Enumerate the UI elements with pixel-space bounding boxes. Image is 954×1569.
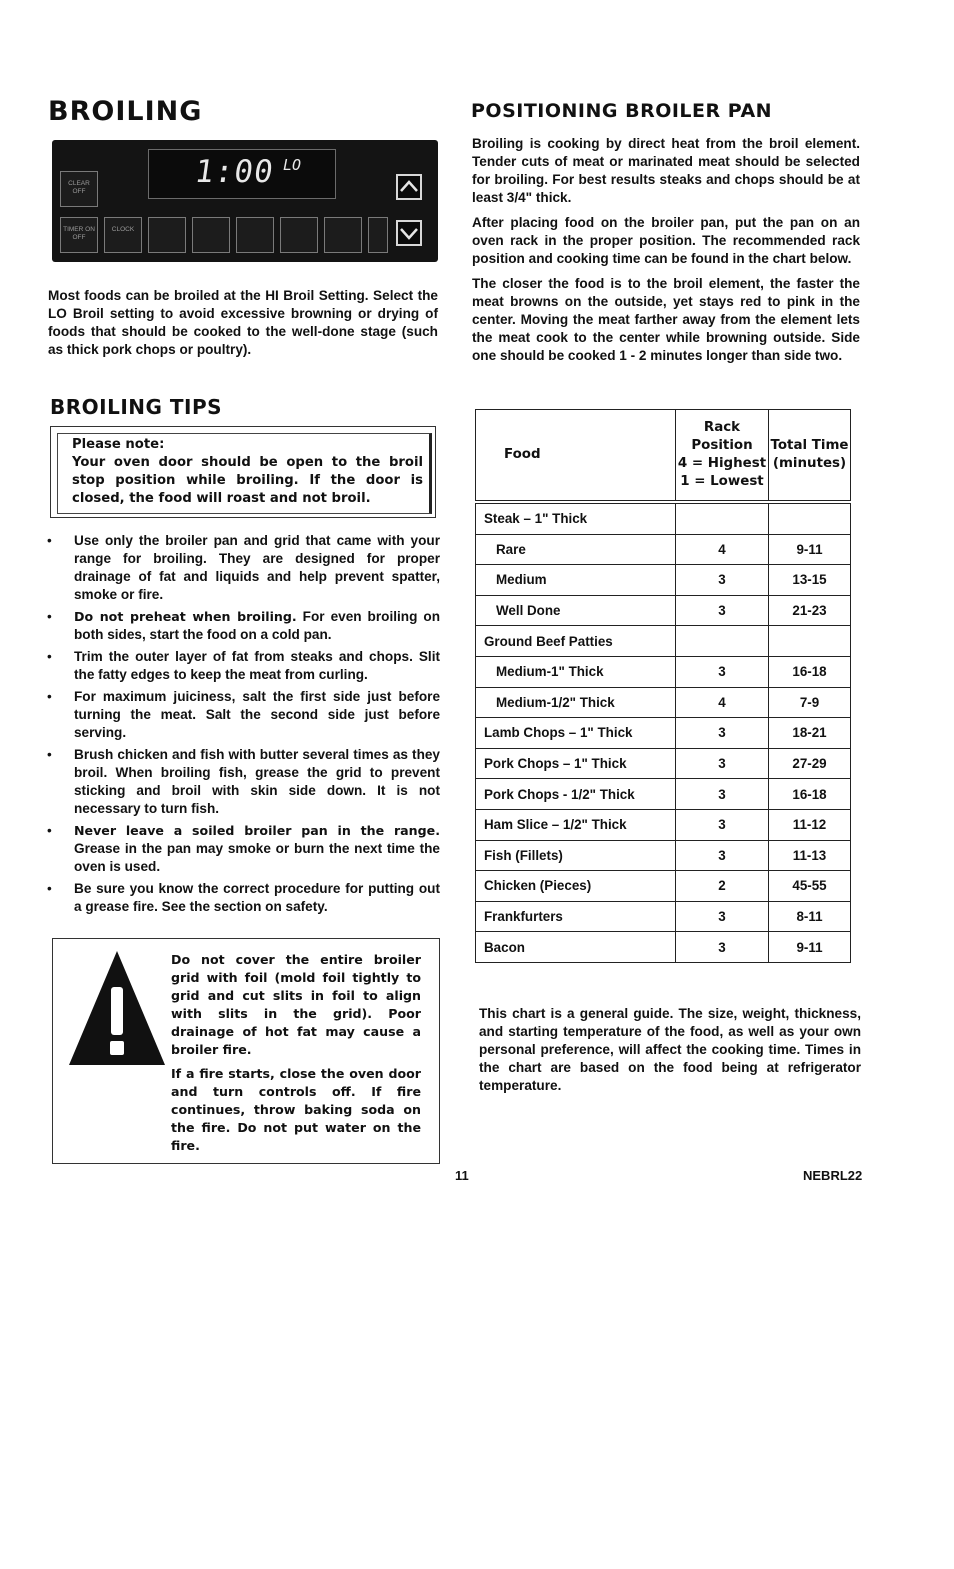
panel-button [368,217,388,253]
positioning-text [472,135,860,372]
section-title-broiling-tips: BROILING TIPS [50,395,223,419]
tips-list [46,532,440,920]
panel-button-clear-off: CLEAR OFF [60,171,98,207]
intro-paragraph: Most foods can be broiled at the HI Broil Setting. Select the LO Broil setting to avoid excessive browning or drying of foods that should be cooked to the well-done stage (such as thick pork chops or poultry). [48,288,438,357]
panel-button [280,217,318,253]
table-row: Pork Chops – 1" Thick 3 27-29 [476,748,851,779]
table-row: Bacon 3 9-11 [476,932,851,963]
warning-text-foil: Do not cover the entire broiler grid with foil (mold foil tightly to grid and cut slits in foil to align with slits in the grid). Poor drainage of hot fat may cause a broiler fire. [171,952,421,1057]
table-row: Rare 4 9-11 [476,534,851,565]
table-row: Lamb Chops – 1" Thick 3 18-21 [476,718,851,749]
table-row: Well Done 3 21-23 [476,595,851,626]
table-row: Medium-1/2" Thick 4 7-9 [476,687,851,718]
display-mode: LO [283,156,302,174]
note-box [50,426,436,518]
list-item: • For maximum juiciness, salt the first side just before turning the meat. Salt the second side just before serving. [47,689,440,740]
table-row: Ground Beef Patties [476,626,851,657]
table-row: Chicken (Pieces) 2 45-55 [476,871,851,902]
panel-button-timer: TIMER ON OFF [60,217,98,253]
list-item: • Brush chicken and fish with butter several times as they broil. When broiling fish, grease the grid to prevent sticking and broil with skin side down. It is not necessary to turn fish. [47,747,440,816]
document-code: NEBRL22 [803,1168,863,1183]
table-row: Steak – 1" Thick [476,502,851,534]
page-number: 11 [455,1168,469,1183]
panel-button-clock: CLOCK [104,217,142,253]
table-row: Pork Chops - 1/2" Thick 3 16-18 [476,779,851,810]
panel-button [192,217,230,253]
panel-button [236,217,274,253]
warning-triangle-icon [65,947,169,1071]
column-header-time: Total Time (minutes) [769,410,851,503]
warning-text-fire: If a fire starts, close the oven door and turn controls off. If fire continues, throw baking soda on the fire. Do not put water on the fire. [171,1066,421,1153]
display-digits: 1:00 [192,154,277,190]
paragraph: After placing food on the broiler pan, put the pan on an oven rack in the proper position. The recommended rack position and cooking time can be found in the chart below. [472,215,860,266]
list-item: • Use only the broiler pan and grid that came with your range for broiling. They are designed for proper drainage of fat and liquids and help prevent spatter, smoke or fire. [47,533,440,602]
chart-footnote: This chart is a general guide. The size, weight, thickness, and starting temperature of the food, as well as your own personal preference, will affect the cooking time. Times in the chart are based on the food being at refrigerator temperature. [479,1006,861,1093]
list-item: • Never leave a soiled broiler pan in the range. Grease in the pan may smoke or burn the next time the oven is used. [47,823,440,874]
column-header-rack: Rack Position 4 = Highest 1 = Lowest [676,410,769,503]
column-header-food: Food [476,410,676,503]
oven-control-panel [52,140,438,262]
table-row: Frankfurters 3 8-11 [476,901,851,932]
table-row: Medium-1" Thick 3 16-18 [476,656,851,687]
section-title-positioning: POSITIONING BROILER PAN [471,100,773,122]
paragraph: The closer the food is to the broil element, the faster the meat browns on the outside, yet stays red to pink in the center. Moving the meat farther away from the element lets the meat cook to the center while browning outside. Side one should be cooked 1 - 2 minutes longer than side two. [472,276,860,363]
note-title: Please note: [72,437,165,452]
page-title: BROILING [48,96,203,127]
warning-box [52,938,440,1164]
up-arrow-icon [396,174,422,200]
list-item: • Trim the outer layer of fat from steaks and chops. Slit the fatty edges to keep the meat from curling. [47,649,440,682]
table-row: Medium 3 13-15 [476,565,851,596]
broiling-chart [475,409,851,963]
list-item: • Be sure you know the correct procedure for putting out a grease fire. See the section on safety. [47,881,440,914]
note-text: Your oven door should be open to the broil stop position while broiling. If the door is closed, the food will roast and not broil. [72,455,423,506]
table-row: Ham Slice – 1/2" Thick 3 11-12 [476,809,851,840]
panel-button [324,217,362,253]
table-row: Fish (Fillets) 3 11-13 [476,840,851,871]
paragraph: Broiling is cooking by direct heat from the broil element. Tender cuts of meat or marinated meat should be selected for broiling. For best results steaks and chops should be at least 3/4" thick. [472,136,860,205]
list-item: • Do not preheat when broiling. For even broiling on both sides, start the food on a cold pan. [47,609,440,642]
panel-button [148,217,186,253]
down-arrow-icon [396,220,422,246]
panel-display [148,149,336,199]
